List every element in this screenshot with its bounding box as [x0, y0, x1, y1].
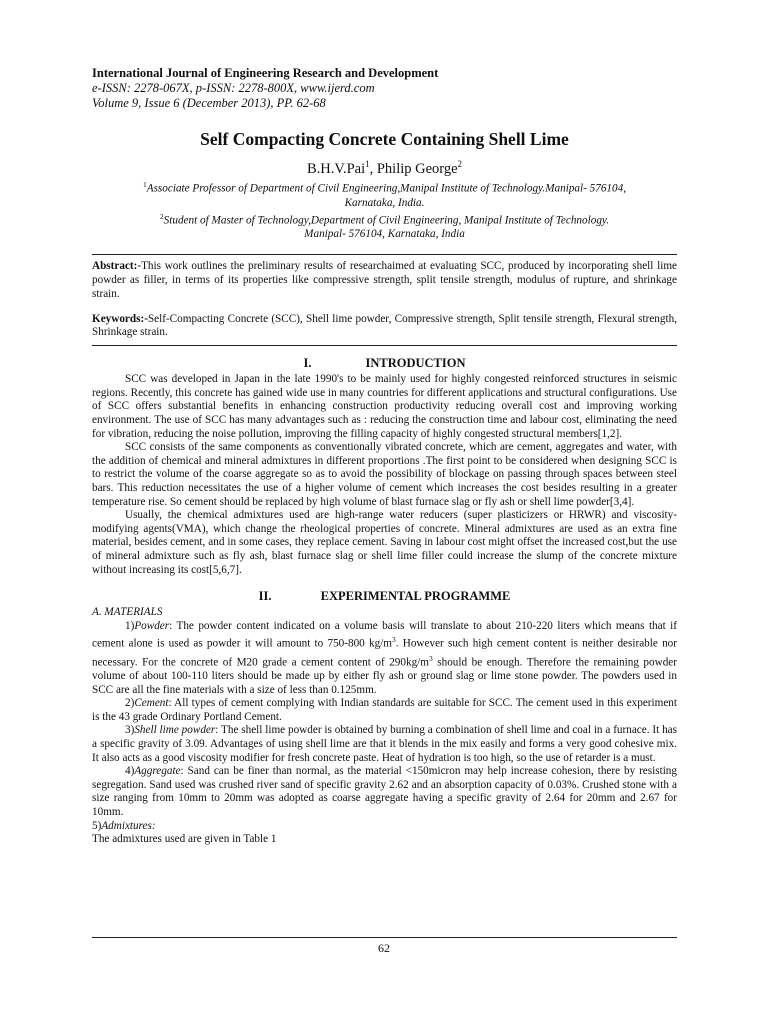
- item-text: : The shell lime powder is obtained by burning a combination of shell lime and coal in a furnace. It has a specific gravity of 3.09. Advantages of using shell lime are that it blends in the mix easily and forms a very good cohesive mix. It also acts as a good viscosity modifier for fresh concrete paste. Heat of hydration is too high, so the use of retarder is a must.: [92, 724, 677, 764]
- item-number: 3): [125, 724, 135, 737]
- intro-paragraph-2: SCC consists of the same components as conventionally vibrated concrete, which are cement, aggregates and water, with the addition of chemical and mineral admixtures in different proportions .The first point to be considered when designing SCC is to restrict the volume of the coarse aggregate so as to avoid the possibility of blockage on passing through spaces between steel bars. This reduction necessitates the use of a higher volume of cement which increases the cost besides resulting in a greater temperature rise. So cement should be replaced by high volume of blast furnace slag or fly ash or shell lime powder[3,4].: [92, 441, 677, 508]
- keywords: [92, 313, 677, 341]
- item-label: Aggregate: [134, 765, 181, 778]
- item-number: 1): [125, 619, 135, 632]
- intro-paragraph-1: SCC was developed in Japan in the late 1990's to be mainly used for highly congested reinforced structures in seismic regions. Recently, this concrete has gained wide use in many countries for different applications and structural configurations. Use of SCC offers substantial benefits in enhancing construction productivity reducing overall cost and improving working environment. The use of SCC has many advantages such as : reducing the construction time and labour cost, eliminating the need for vibration, reducing the noise pollution, improving the filling capacity of highly congested structural members[1,2].: [92, 373, 677, 440]
- item-number: 5): [92, 819, 102, 832]
- item-label: Shell lime powder: [134, 724, 216, 737]
- item-text: : All types of cement complying with Indian standards are suitable for SCC. The cement used in this experiment is the 43 grade Ordinary Portland Cement.: [92, 697, 677, 723]
- item-text: . However such high cement content is neither desirable nor necessary. For the concrete of M20 grade a cement content of 290kg/m: [92, 638, 677, 669]
- author-2-sup: 2: [457, 159, 463, 169]
- section-experimental-heading: [92, 589, 677, 604]
- abstract-text: This work outlines the preliminary results of researchaimed at evaluating SCC, produced by incorporating shell lime powder as filler, in terms of its properties like compressive strength, split tensile strength, modulus of rupture, and shrinkage strain.: [92, 260, 677, 300]
- item-label: Powder: [134, 619, 170, 632]
- subsection-materials: A. MATERIALS: [92, 606, 163, 619]
- paper-page: [92, 66, 677, 847]
- abstract-rule: [92, 345, 677, 346]
- author-separator: ,: [369, 160, 377, 177]
- keywords-label: Keywords:-: [92, 312, 148, 325]
- top-rule: [92, 254, 677, 255]
- material-cement: [92, 697, 677, 724]
- affiliation-1: [92, 178, 677, 196]
- affiliation-1-cont: Karnataka, India.: [344, 196, 425, 209]
- journal-issn: e-ISSN: 2278-067X, p-ISSN: 2278-800X, www.ijerd.com: [92, 81, 375, 95]
- abstract: [92, 260, 677, 301]
- section-title: INTRODUCTION: [365, 356, 466, 371]
- section-number: II.: [258, 589, 272, 604]
- material-admixtures: [92, 820, 677, 834]
- paper-title: Self Compacting Concrete Containing Shell Lime: [200, 129, 569, 149]
- author-2: Philip George: [376, 160, 458, 177]
- journal-volume: Volume 9, Issue 6 (December 2013), PP. 62-68: [92, 96, 326, 110]
- material-aggregate: [92, 765, 677, 819]
- affiliation-2-sup: 2: [159, 211, 164, 221]
- abstract-label: Abstract:-: [92, 260, 142, 273]
- material-shell-lime: [92, 724, 677, 765]
- section-title: EXPERIMENTAL PROGRAMME: [320, 589, 511, 604]
- author-1-sup: 1: [365, 159, 370, 169]
- affiliation-2: [92, 210, 677, 228]
- item-label: Admixtures:: [101, 819, 156, 832]
- superscript: 3: [428, 653, 433, 663]
- authors: [92, 155, 677, 178]
- section-number: I.: [303, 356, 312, 371]
- affiliation-1-sup: 1: [142, 179, 147, 189]
- affiliation-2-cont: Manipal- 576104, Karnataka, India: [304, 228, 465, 241]
- item-text: : Sand can be finer than normal, as the material <150micron may help increase cohesion, there by resisting segregation. Sand used was crushed river sand of specific gravity 2.62 and an absorption capacity of 0.03%. Crushed stone with a size ranging from 10mm to 20mm was adopted as coarse aggregate having a specific gravity of 2.64 for 20mm and 2.67 for 10mm.: [92, 765, 677, 818]
- footer-rule: [92, 937, 677, 938]
- material-powder: [92, 620, 677, 697]
- item-text: should be enough. Therefore the remaining powder volume of about 100-110 liters should be made up by either fly ash or ground slag or lime stone powder. The powders used in SCC are all the fine materials with a size of less than 0.125mm.: [92, 656, 677, 696]
- item-text: : The powder content indicated on a volume basis will translate to about 210-220 liters which means that if cement alone is used as powder it will amount to 750-800 kg/m: [92, 619, 677, 651]
- keywords-text: Self-Compacting Concrete (SCC), Shell lime powder, Compressive strength, Split tensile strength, Flexural strength, Shrinkage strain.: [92, 312, 677, 339]
- affiliation-2-line1: Student of Master of Technology,Department of Civil Engineering, Manipal Institute of Technology.: [163, 214, 610, 227]
- page-number: 62: [378, 941, 390, 955]
- section-introduction-heading: [92, 356, 677, 371]
- item-number: 2): [125, 697, 135, 710]
- journal-name: International Journal of Engineering Research and Development: [92, 66, 439, 80]
- affiliation-1-line1: Associate Professor of Department of Civil Engineering,Manipal Institute of Technology.Manipal- 576104,: [146, 182, 626, 195]
- superscript: 3: [391, 635, 396, 645]
- author-1: B.H.V.Pai: [306, 160, 366, 177]
- item-number: 4): [125, 765, 135, 778]
- intro-paragraph-3: Usually, the chemical admixtures used are high-range water reducers (super plasticizers or HRWR) and viscosity-modifying agents(VMA), which change the rheological properties of concrete. Mineral admixtures are used as an extra fine material, besides cement, and in some cases, they replace cement. Saving in labour cost might offset the increased cost,but the use of mineral admixture such as fly ash, blast furnace slag or shell lime filler could increase the slump of the concrete mixture without increasing its cost[5,6,7].: [92, 509, 677, 576]
- admixtures-text: The admixtures used are given in Table 1: [92, 833, 277, 846]
- item-label: Cement: [134, 697, 169, 710]
